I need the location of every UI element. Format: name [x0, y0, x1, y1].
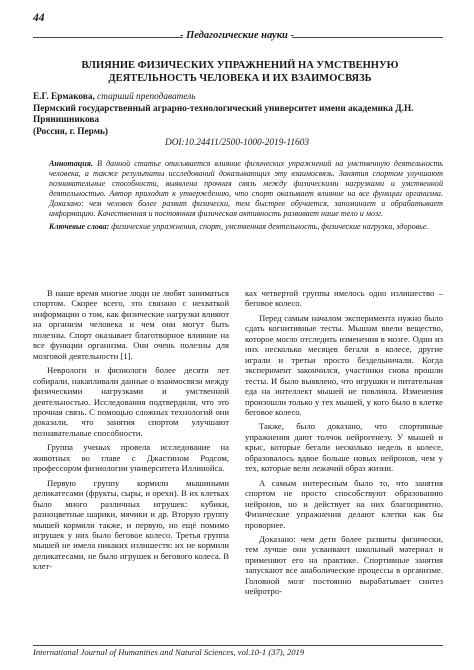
keywords — [33, 222, 443, 232]
abstract — [33, 159, 443, 220]
title-line-2: ДЕЯТЕЛЬНОСТЬ ЧЕЛОВЕКА И ИХ ВЗАИМОСВЯЗЬ — [108, 73, 372, 84]
author-block — [33, 92, 443, 138]
affiliation: Пермский государственный аграрно-технологический университет имени академика Д.Н. Прянишникова — [33, 103, 414, 126]
abstract-label: Аннотация. — [49, 159, 93, 168]
body-column-right — [245, 288, 443, 601]
author-role: старший преподаватель — [94, 92, 196, 102]
abstract-text: В данной статье описывается влияние физических упражнений на умственную деятельность человека, а также результаты исследований доказывающих эту взаимосвязь. Занятия спортом улучшают познавательные способности, выявлена прочная связь между физическими нагрузками и умственной деятельностью. Автор приходит к утверждению, что спорт оказывает влияние на все функции организма. Доказано: чем человек более развит физически, тем быстрее обучается, запоминает и обрабатывает информацию. Качественная и постоянная физическая активность развивает наше тело и мозг. — [49, 159, 443, 219]
title-line-1: ВЛИЯНИЕ ФИЗИЧЕСКИХ УПРАЖНЕНИЙ НА УМСТВЕННУЮ — [81, 60, 399, 71]
location: (Россия, г. Пермь) — [33, 126, 109, 137]
abstract-block — [33, 159, 443, 232]
body-column-left — [33, 288, 229, 576]
body-paragraph: Первую группу кормили мышиными деликатесами (фрукты, сыры, и орехи). В их клетках было много различных игрушек: кубики, разноцветные шарики, мячики и др. Вторую группу мышей кормили также, и первую, но ещё помимо игрушек у них было беговое колесо. Третья группа мышей не имела никаких излишеств: их не кормили деликатесами, не было игрушек и бегового колеса. В клет- — [33, 477, 229, 572]
body-paragraph: А самым интересным было то, что занятия спортом не просто способствуют образованию нейронов, но и действует на них благоприятно. Физические упражнения делают клетки как бы проворнее. — [245, 477, 443, 530]
body-paragraph: Неврологи и физиологи более десяти лет собирали, накапливали данные о взаимосвязи между физическими нагрузками и умственной деятельностью. Исследования подтвердили, что это прочная связь. С помощью сложных технологий они доказали, что занятия спортом улучшают познавательные способности. — [33, 365, 229, 438]
author-name: Е.Г. Ермакова, — [33, 92, 95, 102]
keywords-text: физические упражнения, спорт, умственная деятельность, физические нагрузки, здоровье. — [109, 221, 429, 231]
keywords-label: Ключевые слова: — [49, 221, 110, 231]
footer-rule — [33, 645, 443, 646]
section-header: - Педагогические науки - — [179, 30, 294, 41]
doi: DOI:10.24411/2500-1000-2019-11603 — [165, 138, 309, 148]
body-paragraph: Перед самым началом эксперимента нужно было сдать когнитивные тесты. Мышам ввели вещество, которое могло отследить изменения в мозге. Одни из них несколько месяцев бегали в колесе, другие играли и третьи просто бездельничали. Когда эксперимент закончился, участники снова прошли тесты. И было выявлено, что игрушки и питательная еда на интеллект мышей не повлияла. Изменения произошли только у тех мышей, у кого было в клетке беговое колесо. — [245, 312, 443, 417]
body-paragraph: В наше время многие люди не любят заниматься спортом. Скорее всего, это связано с нехваткой информации о том, как физические нагрузки влияют на организм человека и чем они могут быть полезны. Спорт оказывает благотворное влияние на все функции организма. Они очень полезны для мозговой деятельности [1]. — [33, 288, 229, 361]
author-line — [33, 92, 443, 104]
article-title — [40, 59, 440, 85]
body-paragraph: Доказано: чем дети более развиты физически, тем лучше они усваивают школьный материал и применяют его на практике. Спортивные занятия запускают все анаболические процессы в организме. Головной мозг постоянно вырабатывает синтез нейротро- — [245, 533, 443, 597]
body-paragraph: Группа ученых провела исследование на животных во главе с Джастином Родсом, профессором физиологии университета Иллинойса. — [33, 442, 229, 474]
body-paragraph: Также, было доказано, что спортивные упражнения дают толчок нейрогенезу. У мышей и крыс, которые бегали несколько недель в колесе, образовалось вдвое больше новых нейронов, чем у тех, которые вели лежачий образ жизни. — [245, 421, 443, 474]
journal-footer: International Journal of Humanities and Natural Sciences, vol.10-1 (37), 2019 — [33, 647, 305, 657]
page-number: 44 — [33, 12, 45, 24]
body-paragraph-continued: ках четвертой группы имелось одно излишество – беговое колесо. — [245, 288, 443, 309]
